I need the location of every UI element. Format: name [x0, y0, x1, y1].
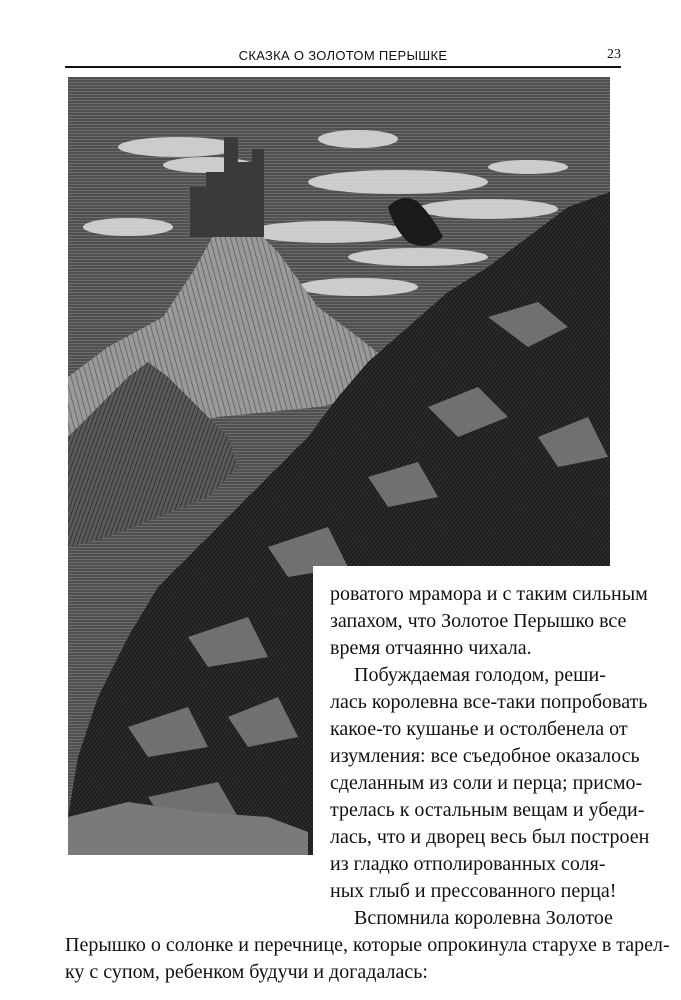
- text-line: роватого мрамора и с таким сильным: [330, 583, 648, 605]
- page-number: 23: [607, 47, 621, 62]
- text-line: лась королевна все-таки попробовать: [330, 691, 648, 713]
- text-line: из гладко отполированных соля-: [330, 853, 606, 875]
- text-line: сделанным из соли и перца; присмо-: [330, 772, 643, 794]
- text-line: Перышко о солонке и перечнице, которые опрокинула старухе в тарел-: [65, 934, 670, 956]
- text-line: ных глыб и прессованного перца!: [330, 880, 617, 902]
- text-line: Вспомнила королевна Золотое: [354, 907, 613, 929]
- header-rule: [65, 66, 621, 68]
- text-line: ку с супом, ребенком будучи и догадалась:: [65, 961, 428, 983]
- text-line: Побуждаемая голодом, реши-: [354, 664, 606, 686]
- text-line: изумления: все съедобное оказалось: [330, 745, 640, 767]
- text-line: какое-то кушанье и остолбенела от: [330, 718, 628, 740]
- text-line: трелась к остальным вещам и убеди-: [330, 799, 645, 821]
- page-header: [65, 44, 621, 66]
- running-title: СКАЗКА О ЗОЛОТОМ ПЕРЫШКЕ: [238, 48, 448, 63]
- text-line: лась, что и дворец весь был построен: [330, 826, 650, 848]
- text-line: время отчаянно чихала.: [330, 637, 532, 659]
- text-line: запахом, что Золотое Перышко все: [330, 610, 627, 632]
